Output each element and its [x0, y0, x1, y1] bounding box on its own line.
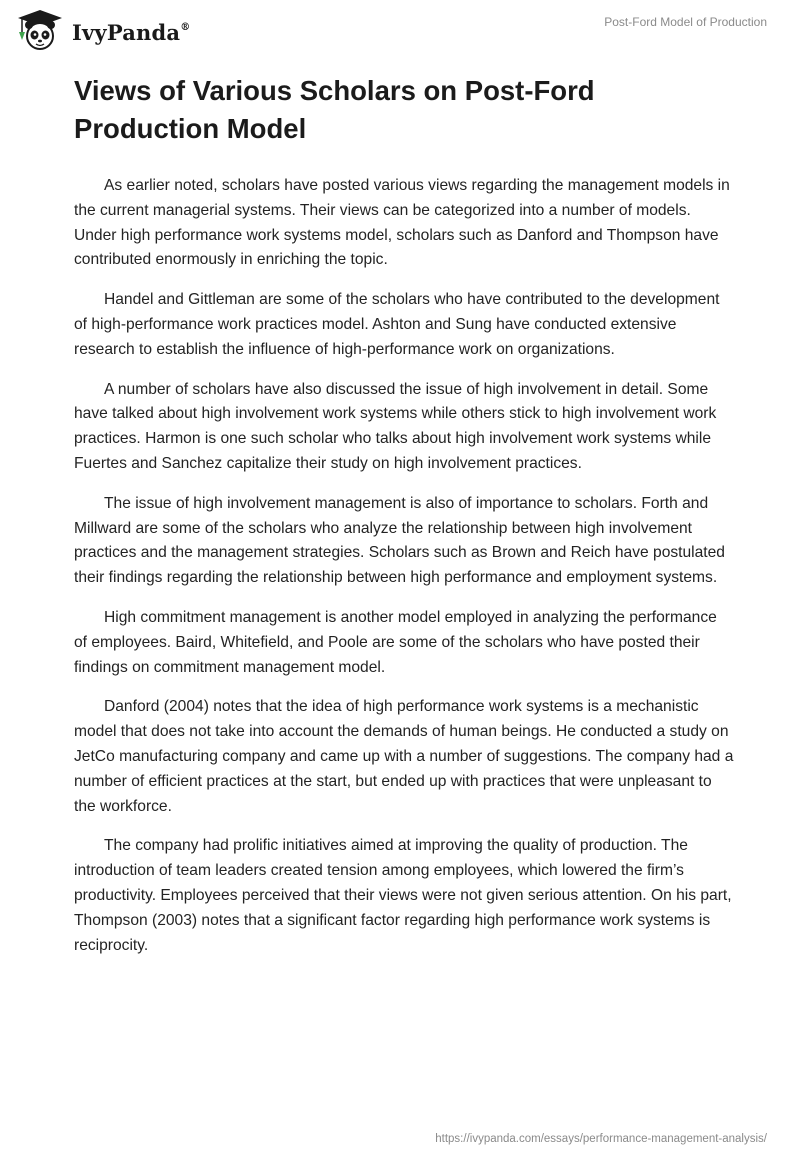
paragraph: Danford (2004) notes that the idea of high performance work systems is a mechanistic model that does not take into account the demands of human beings. He conducted a study on JetCo manufacturing company and came up with a number of suggestions. The company had a number of efficient practices at the start, but ended up with practices that were unpleasant to the workforce. — [74, 698, 734, 815]
paragraph: Handel and Gittleman are some of the scholars who have contributed to the development of high-performance work practices model. Ashton and Sung have conducted extensive research to establish the influence of high-performance work on organizations. — [74, 291, 720, 358]
ivypanda-logo-icon[interactable] — [14, 8, 66, 52]
page-header — [0, 0, 800, 60]
paragraph: The issue of high involvement management is also of importance to scholars. Forth and Millward are some of the scholars who analyze the relationship between high involvement practices and the management strategies. Scholars such as Brown and Reich have postulated their findings regarding the relationship between high performance and employment systems. — [74, 494, 725, 587]
article-body — [74, 174, 734, 973]
header-page-title: Post-Ford Model of Production — [604, 15, 767, 29]
paragraph: A number of scholars have also discussed the issue of high involvement in detail. Some have talked about high involvement work systems while others stick to high involvement work practices. Harmon is one such scholar who talks about high involvement work systems while Fuertes and Sanchez capitalize their study on high involvement practices. — [74, 380, 717, 472]
source-url[interactable]: https://ivypanda.com/essays/performance-management-analysis/ — [435, 1133, 767, 1145]
paragraph: As earlier noted, scholars have posted various views regarding the management models in the current managerial systems. Their views can be categorized into a number of models. Under high performance work systems model, scholars such as Danford and Thompson have contributed enormously in enriching the topic. — [74, 177, 730, 269]
paragraph: The company had prolific initiatives aimed at improving the quality of production. The introduction of team leaders created tension among employees, which lowered the firm’s productivity. Employees perceived that their views were not given serious attention. On his part, Thompson (2003) notes that a significant factor regarding high performance work systems is reciprocity. — [74, 837, 732, 954]
paragraph: High commitment management is another model employed in analyzing the performance of employees. Baird, Whitefield, and Poole are some of the scholars who have posted their findings on commitment management model. — [74, 608, 717, 676]
article-heading: Views of Various Scholars on Post-Ford Production Model — [74, 75, 595, 144]
brand-name[interactable]: IvyPanda® — [72, 20, 191, 45]
